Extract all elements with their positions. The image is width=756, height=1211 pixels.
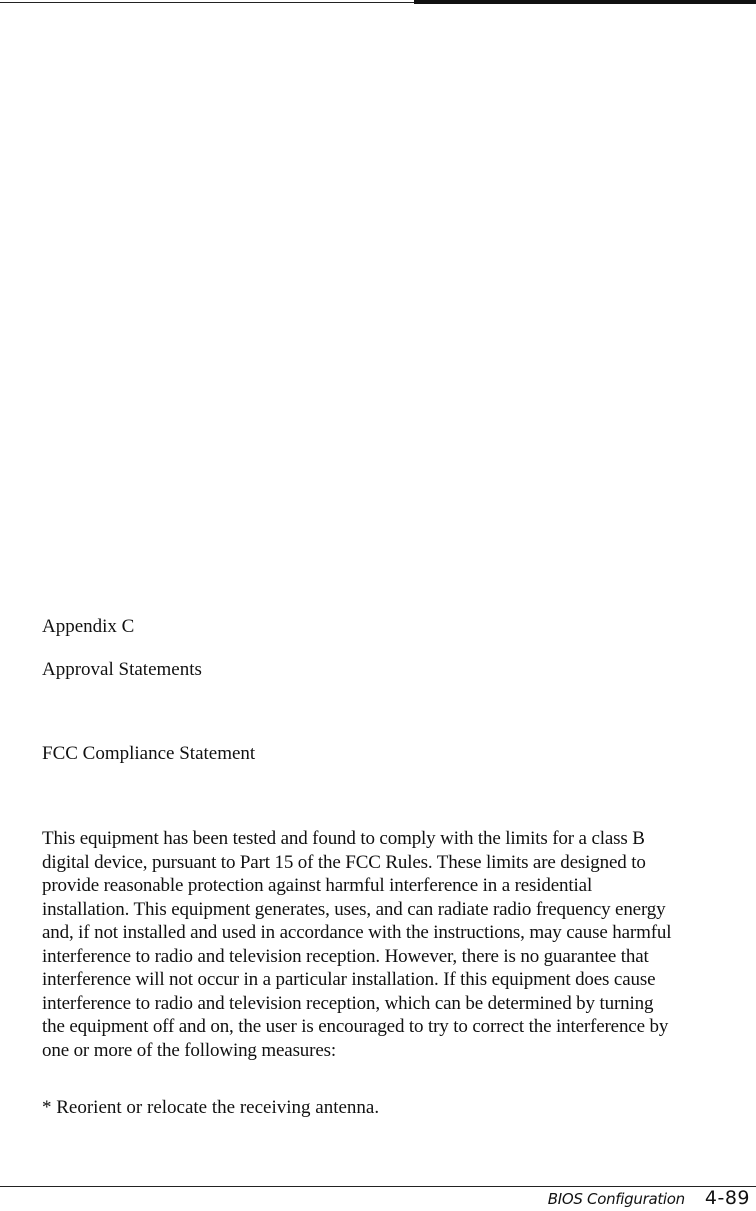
section-title: Approval Statements [42, 659, 202, 680]
measure-item: * Reorient or relocate the receiving antenna. [42, 1097, 380, 1118]
page-number: 4-89 [704, 1187, 750, 1209]
paragraph-line: This equipment has been tested and found to comply with the limits for a class B [42, 828, 645, 849]
paragraph-line: the equipment off and on, the user is encouraged to try to correct the interference by [42, 1016, 669, 1037]
header-rule-thick [414, 0, 756, 4]
paragraph-line: interference to radio and television reception. However, there is no guarantee that [42, 945, 649, 967]
footer-chapter-title: BIOS Configuration [547, 1190, 685, 1208]
paragraph-line: one or more of the following measures: [42, 1039, 336, 1061]
paragraph-line: provide reasonable protection against harmful interference in a residential [42, 875, 593, 896]
subsection-title: FCC Compliance Statement [42, 743, 256, 764]
page-footer [548, 1187, 750, 1209]
appendix-label: Appendix C [42, 616, 135, 637]
paragraph-line: interference will not occur in a particular installation. If this equipment does cause [42, 969, 656, 990]
paragraph-line: installation. This equipment generates, uses, and can radiate radio frequency energy [42, 898, 666, 920]
paragraph-line: digital device, pursuant to Part 15 of the FCC Rules. These limits are designed to [42, 851, 646, 873]
paragraph-line: and, if not installed and used in accordance with the instructions, may cause harmful [42, 922, 672, 943]
fcc-statement-paragraph [42, 827, 756, 1062]
header-rule-thin [0, 2, 416, 3]
paragraph-line: interference to radio and television reception, which can be determined by turning [42, 992, 654, 1014]
